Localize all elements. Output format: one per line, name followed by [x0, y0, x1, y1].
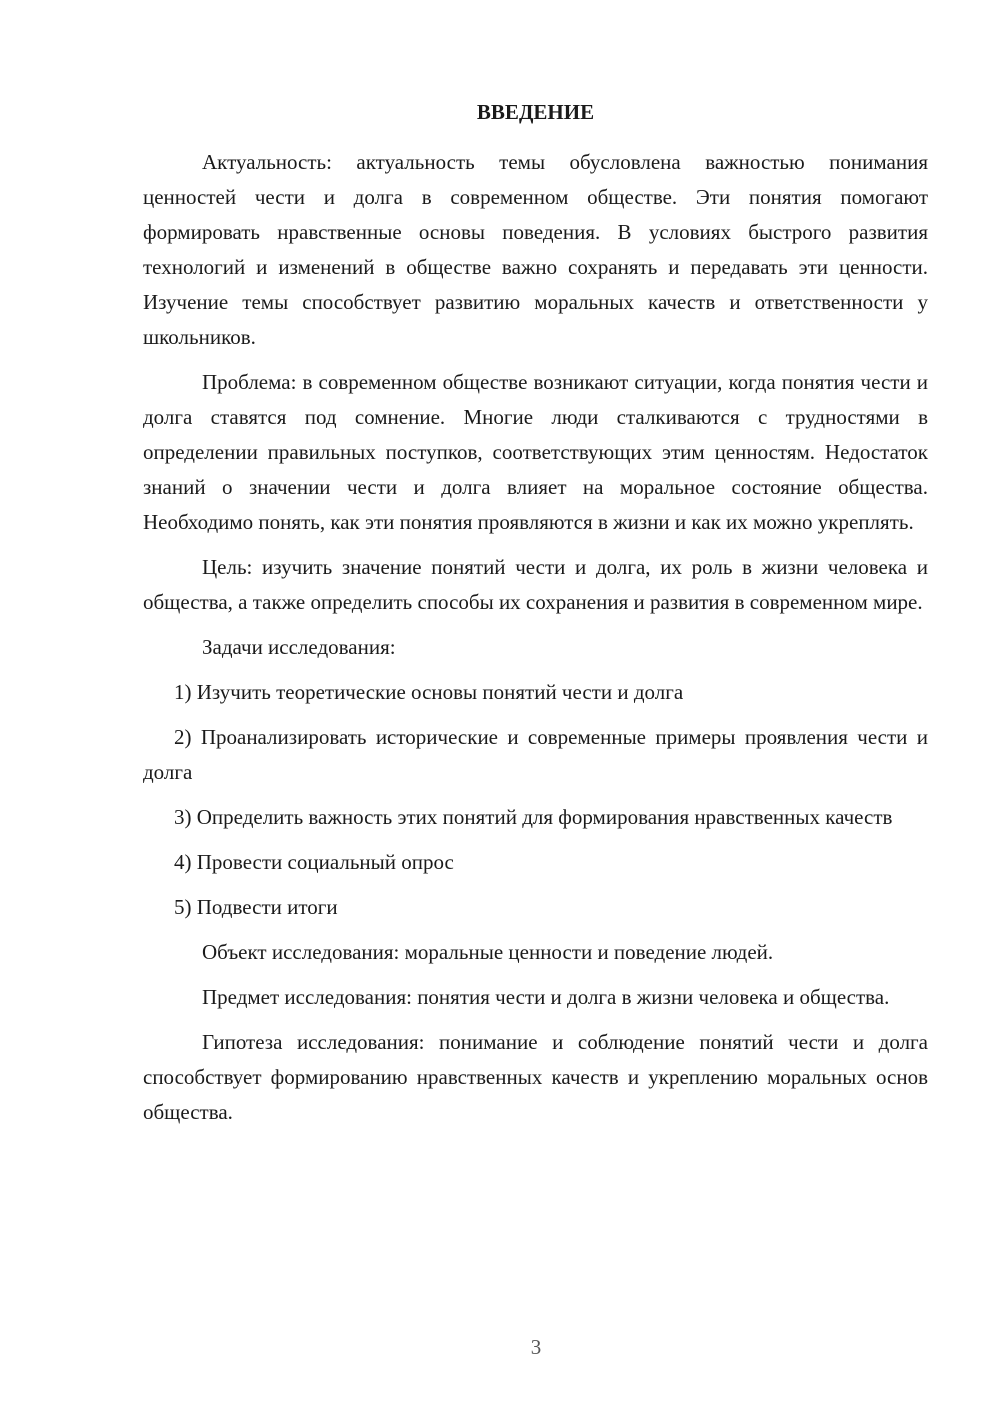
paragraph-relevance: Актуальность: актуальность темы обусловлена важностью понимания ценностей чести и долга в современном обществе. Эти понятия помогают формировать нравственные основы поведения. В условиях быстрого развития технологий и изменений в обществе важно сохранять и передавать эти ценности. Изучение темы способствует развитию моральных качеств и ответственности у школьников. [143, 150, 928, 349]
paragraph-subject: Предмет исследования: понятия чести и долга в жизни человека и общества. [202, 985, 890, 1009]
document-body [143, 145, 928, 1140]
paragraph-hypothesis: Гипотеза исследования: понимание и соблюдение понятий чести и долга способствует формированию нравственных качеств и укреплению моральных основ общества. [143, 1030, 928, 1124]
task-item-2: 2) Проанализировать исторические и современные примеры проявления чести и долга [143, 725, 928, 784]
task-item-3: 3) Определить важность этих понятий для формирования нравственных качеств [174, 805, 893, 829]
task-item-5: 5) Подвести итоги [174, 895, 338, 919]
paragraph-goal: Цель: изучить значение понятий чести и долга, их роль в жизни человека и общества, а также определить способы их сохранения и развития в современном мире. [143, 555, 928, 614]
page-number: 3 [530, 1335, 542, 1359]
paragraph-object: Объект исследования: моральные ценности и поведение людей. [202, 940, 774, 964]
paragraph-tasks-heading: Задачи исследования: [202, 635, 396, 659]
task-item-4: 4) Провести социальный опрос [174, 850, 454, 874]
paragraph-problem: Проблема: в современном обществе возникают ситуации, когда понятия чести и долга ставятся под сомнение. Многие люди сталкиваются с трудностями в определении правильных поступков, соответствующих этим ценностям. Недостаток знаний о значении чести и долга влияет на моральное состояние общества. Необходимо понять, как эти понятия проявляются в жизни и как их можно укреплять. [143, 370, 928, 534]
page-title: ВВЕДЕНИЕ [476, 100, 595, 124]
task-item-1: 1) Изучить теоретические основы понятий чести и долга [174, 680, 684, 704]
